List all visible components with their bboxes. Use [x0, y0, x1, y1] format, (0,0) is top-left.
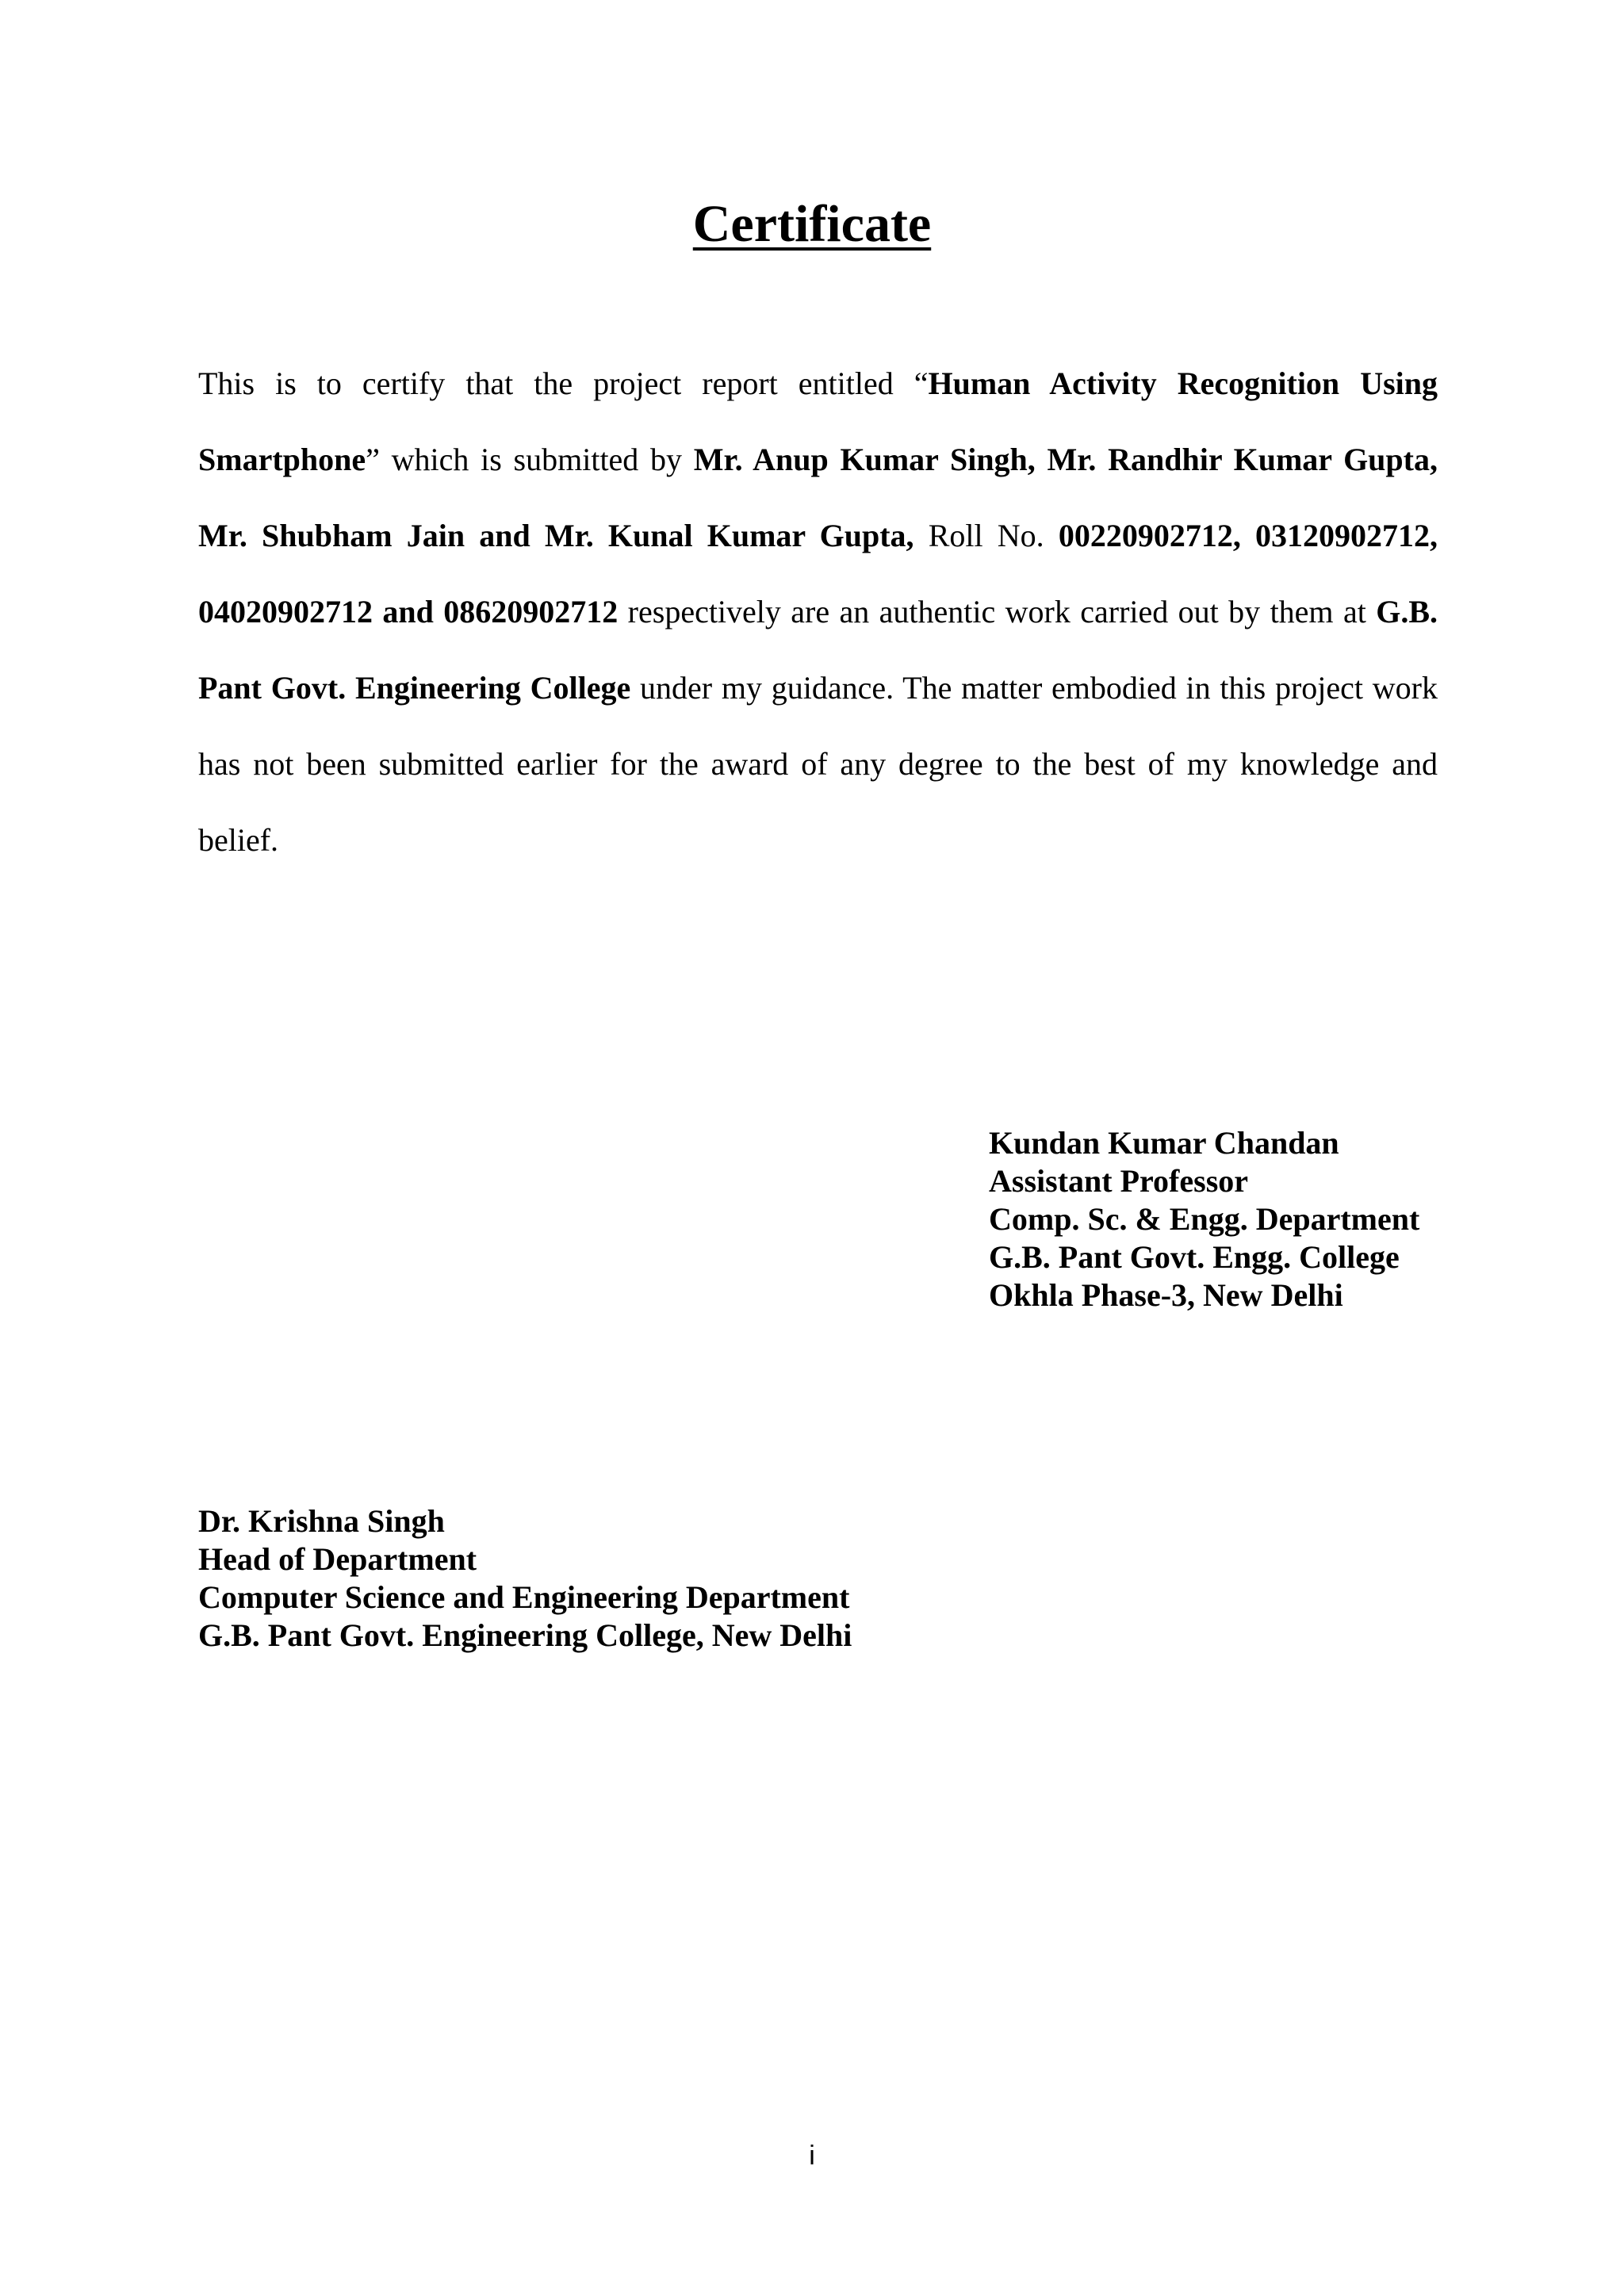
guide-name: Kundan Kumar Chandan	[989, 1125, 1339, 1161]
guide-college: G.B. Pant Govt. Engg. College	[989, 1239, 1400, 1275]
page-number: i	[809, 2141, 815, 2171]
guide-department: Comp. Sc. & Engg. Department	[989, 1201, 1420, 1237]
hod-college: G.B. Pant Govt. Engineering College, New Delhi	[198, 1617, 852, 1653]
body-text-5: under my guidance. The matter embodied in this project work has not been submitted earlier for the award of any degree to the best of my knowledge and belief.	[198, 670, 1438, 858]
guide-signature-block	[989, 1124, 1419, 1314]
body-text-2: ” which is submitted by	[366, 442, 694, 477]
hod-designation: Head of Department	[198, 1541, 477, 1577]
page-title: Certificate	[692, 195, 932, 253]
guide-designation: Assistant Professor	[989, 1163, 1249, 1199]
hod-department: Computer Science and Engineering Department	[198, 1579, 850, 1615]
roll-numbers: 00220902712, 03120902712, 04020902712 and 08620902712	[198, 518, 1438, 629]
college-name: G.B. Pant Govt. Engineering College	[198, 594, 1438, 706]
body-text-1: This is to certify that the project report entitled “	[198, 365, 929, 401]
hod-name: Dr. Krishna Singh	[198, 1503, 445, 1539]
certificate-body	[198, 346, 1438, 878]
student-names: Mr. Anup Kumar Singh, Mr. Randhir Kumar Gupta, Mr. Shubham Jain and Mr. Kunal Kumar Gupta,	[198, 442, 1438, 553]
guide-address: Okhla Phase-3, New Delhi	[989, 1277, 1343, 1313]
project-title: Human Activity Recognition Using Smartphone	[198, 365, 1438, 477]
hod-signature-block	[198, 1502, 852, 1655]
body-text-4: respectively are an authentic work carried out by them at	[618, 594, 1377, 629]
body-text-3: Roll No.	[914, 518, 1059, 553]
